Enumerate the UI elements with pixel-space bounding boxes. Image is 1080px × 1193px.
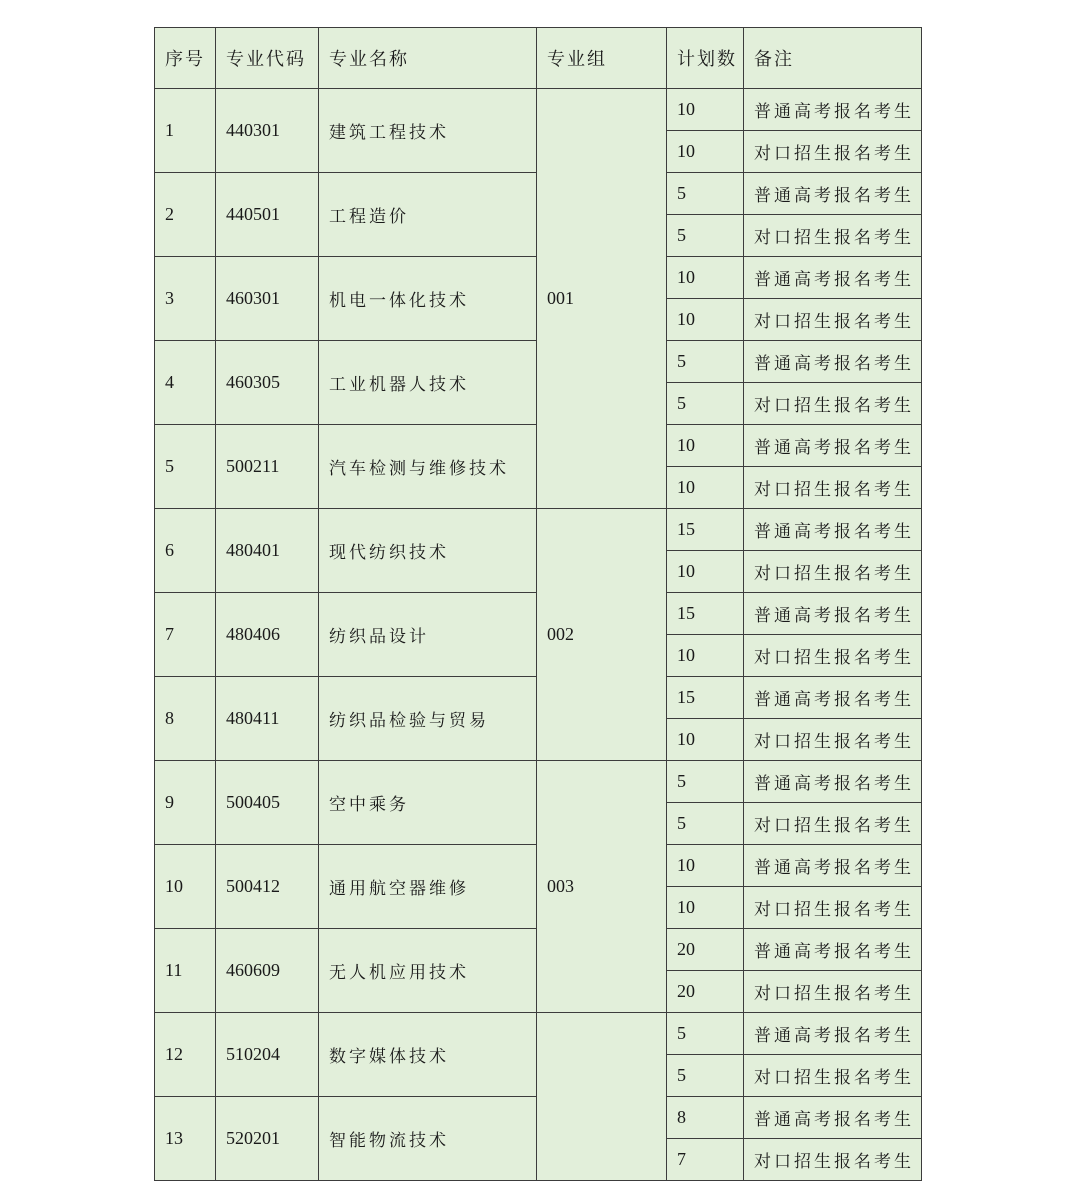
major-group-cell: 001 [537, 89, 667, 509]
header-code: 专业代码 [216, 28, 319, 89]
plan-count-cell: 10 [667, 131, 744, 173]
header-group: 专业组 [537, 28, 667, 89]
plan-count-cell: 5 [667, 803, 744, 845]
seq-cell: 7 [155, 593, 216, 677]
major-code-cell: 460609 [216, 929, 319, 1013]
plan-count-cell: 10 [667, 257, 744, 299]
plan-count-cell: 15 [667, 509, 744, 551]
major-group-cell [537, 1013, 667, 1181]
major-code-cell: 440501 [216, 173, 319, 257]
remark-cell: 普通高考报名考生 [744, 761, 922, 803]
table-row [155, 89, 922, 131]
plan-count-cell: 10 [667, 887, 744, 929]
plan-count-cell: 5 [667, 173, 744, 215]
plan-count-cell: 7 [667, 1139, 744, 1181]
remark-cell: 对口招生报名考生 [744, 635, 922, 677]
major-name-cell: 数字媒体技术 [319, 1013, 537, 1097]
remark-cell: 对口招生报名考生 [744, 1055, 922, 1097]
remark-cell: 对口招生报名考生 [744, 887, 922, 929]
seq-cell: 10 [155, 845, 216, 929]
major-group-cell: 002 [537, 509, 667, 761]
plan-count-cell: 20 [667, 929, 744, 971]
seq-cell: 9 [155, 761, 216, 845]
remark-cell: 对口招生报名考生 [744, 1139, 922, 1181]
major-name-cell: 空中乘务 [319, 761, 537, 845]
plan-count-cell: 5 [667, 215, 744, 257]
remark-cell: 对口招生报名考生 [744, 971, 922, 1013]
header-name: 专业名称 [319, 28, 537, 89]
major-code-cell: 500211 [216, 425, 319, 509]
enrollment-plan-table [154, 27, 922, 1181]
seq-cell: 3 [155, 257, 216, 341]
table-body [155, 89, 922, 1181]
remark-cell: 普通高考报名考生 [744, 509, 922, 551]
plan-count-cell: 15 [667, 593, 744, 635]
plan-count-cell: 5 [667, 761, 744, 803]
seq-cell: 1 [155, 89, 216, 173]
major-code-cell: 480406 [216, 593, 319, 677]
plan-count-cell: 20 [667, 971, 744, 1013]
major-name-cell: 工程造价 [319, 173, 537, 257]
major-name-cell: 无人机应用技术 [319, 929, 537, 1013]
seq-cell: 6 [155, 509, 216, 593]
header-remark: 备注 [744, 28, 922, 89]
major-code-cell: 510204 [216, 1013, 319, 1097]
major-code-cell: 440301 [216, 89, 319, 173]
major-code-cell: 500412 [216, 845, 319, 929]
remark-cell: 普通高考报名考生 [744, 845, 922, 887]
major-name-cell: 建筑工程技术 [319, 89, 537, 173]
major-code-cell: 480411 [216, 677, 319, 761]
plan-count-cell: 10 [667, 635, 744, 677]
seq-cell: 11 [155, 929, 216, 1013]
remark-cell: 对口招生报名考生 [744, 131, 922, 173]
plan-count-cell: 5 [667, 383, 744, 425]
remark-cell: 对口招生报名考生 [744, 551, 922, 593]
plan-count-cell: 5 [667, 1055, 744, 1097]
header-seq: 序号 [155, 28, 216, 89]
plan-count-cell: 10 [667, 551, 744, 593]
major-name-cell: 工业机器人技术 [319, 341, 537, 425]
plan-count-cell: 8 [667, 1097, 744, 1139]
remark-cell: 普通高考报名考生 [744, 1013, 922, 1055]
major-code-cell: 520201 [216, 1097, 319, 1181]
plan-count-cell: 10 [667, 719, 744, 761]
major-group-cell: 003 [537, 761, 667, 1013]
remark-cell: 对口招生报名考生 [744, 299, 922, 341]
remark-cell: 对口招生报名考生 [744, 215, 922, 257]
plan-count-cell: 10 [667, 89, 744, 131]
remark-cell: 对口招生报名考生 [744, 719, 922, 761]
plan-count-cell: 15 [667, 677, 744, 719]
remark-cell: 对口招生报名考生 [744, 467, 922, 509]
remark-cell: 普通高考报名考生 [744, 1097, 922, 1139]
remark-cell: 普通高考报名考生 [744, 89, 922, 131]
major-name-cell: 通用航空器维修 [319, 845, 537, 929]
remark-cell: 普通高考报名考生 [744, 173, 922, 215]
plan-count-cell: 10 [667, 299, 744, 341]
remark-cell: 普通高考报名考生 [744, 929, 922, 971]
major-name-cell: 现代纺织技术 [319, 509, 537, 593]
seq-cell: 4 [155, 341, 216, 425]
seq-cell: 5 [155, 425, 216, 509]
table-row [155, 1013, 922, 1055]
remark-cell: 普通高考报名考生 [744, 593, 922, 635]
seq-cell: 2 [155, 173, 216, 257]
table-row [155, 509, 922, 551]
major-name-cell: 智能物流技术 [319, 1097, 537, 1181]
plan-count-cell: 10 [667, 845, 744, 887]
table-header-row [155, 28, 922, 89]
seq-cell: 12 [155, 1013, 216, 1097]
remark-cell: 对口招生报名考生 [744, 803, 922, 845]
table-row [155, 761, 922, 803]
remark-cell: 普通高考报名考生 [744, 341, 922, 383]
header-plan-count: 计划数 [667, 28, 744, 89]
seq-cell: 13 [155, 1097, 216, 1181]
remark-cell: 普通高考报名考生 [744, 425, 922, 467]
major-code-cell: 480401 [216, 509, 319, 593]
major-name-cell: 汽车检测与维修技术 [319, 425, 537, 509]
seq-cell: 8 [155, 677, 216, 761]
remark-cell: 普通高考报名考生 [744, 257, 922, 299]
major-code-cell: 460305 [216, 341, 319, 425]
remark-cell: 对口招生报名考生 [744, 383, 922, 425]
major-name-cell: 纺织品设计 [319, 593, 537, 677]
remark-cell: 普通高考报名考生 [744, 677, 922, 719]
major-code-cell: 460301 [216, 257, 319, 341]
plan-count-cell: 5 [667, 341, 744, 383]
plan-count-cell: 10 [667, 425, 744, 467]
plan-count-cell: 5 [667, 1013, 744, 1055]
major-code-cell: 500405 [216, 761, 319, 845]
major-name-cell: 机电一体化技术 [319, 257, 537, 341]
plan-count-cell: 10 [667, 467, 744, 509]
major-name-cell: 纺织品检验与贸易 [319, 677, 537, 761]
